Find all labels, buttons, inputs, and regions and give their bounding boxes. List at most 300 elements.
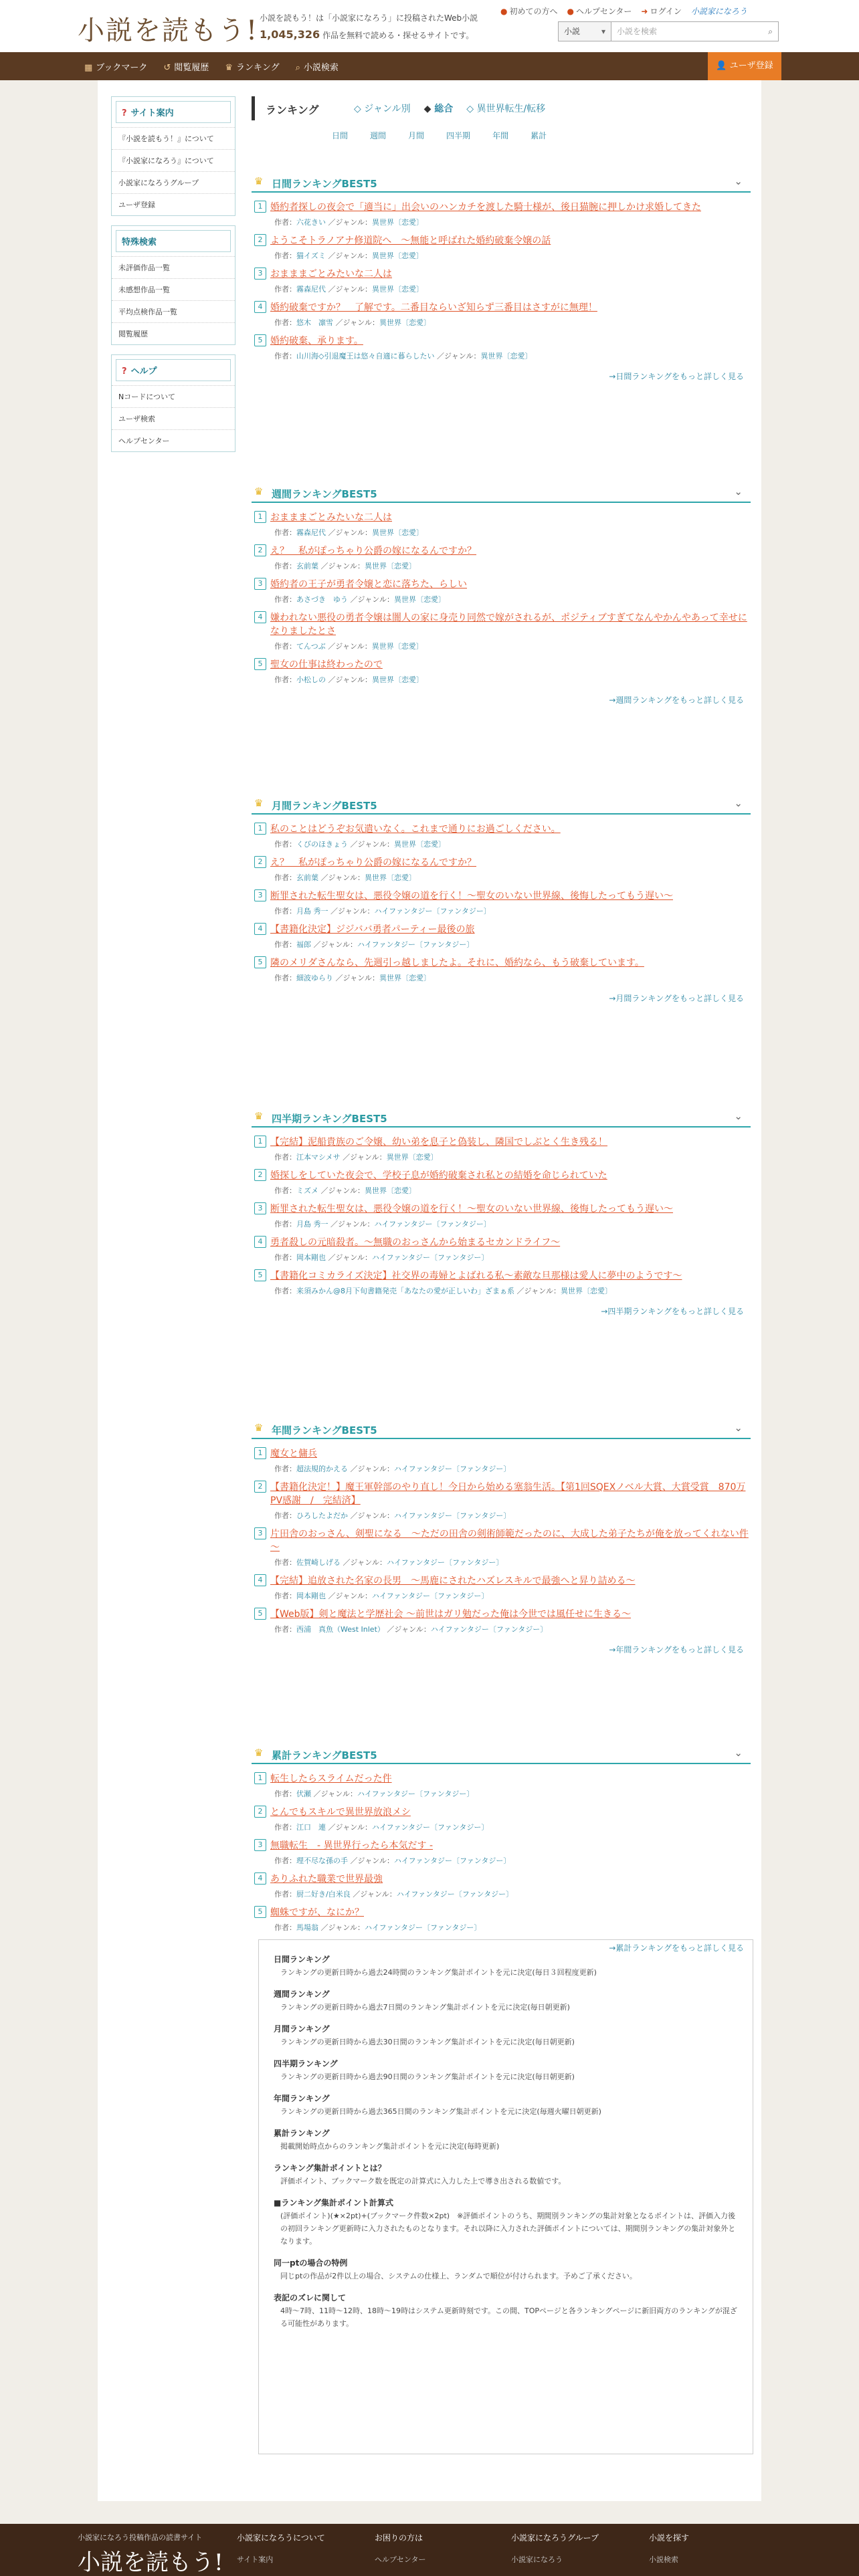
rank-number: 3 <box>254 1202 266 1214</box>
section-title: 月間ランキングBEST5 <box>272 800 377 812</box>
rank-number: 1 <box>254 201 266 213</box>
novel-meta: 作者：猫イズミ ／ジャンル：異世界〔恋愛〕 <box>274 251 423 260</box>
chevron-down-icon[interactable]: ⌄ <box>734 1110 743 1122</box>
nav-search[interactable]: ⌕ 小説検索 <box>295 62 339 73</box>
novel-meta: 作者：玄前葉 ／ジャンル：異世界〔恋愛〕 <box>274 562 417 570</box>
sidebar <box>111 96 235 461</box>
ranking-row <box>252 1806 751 1832</box>
novel-title-link[interactable]: 嫌われない悪役の勇者令嬢は闇人の家に身売り同然で嫁がされるが、ポジティブすぎてなんやかんやあって幸せになりましたとさ <box>270 613 747 637</box>
sidebar-item[interactable]: ユーザ検索 <box>112 407 235 429</box>
ranking-section <box>252 170 751 382</box>
genre-link[interactable]: 異世界〔恋愛〕 <box>371 251 423 260</box>
footer-col: 小説家になろうについて サイト案内 <box>237 2533 325 2564</box>
period-link[interactable]: 累計 <box>531 131 547 140</box>
sidebar-item[interactable]: 小説家になろうグループ <box>112 171 235 193</box>
novel-title-link[interactable]: 婚約破棄、承ります。 <box>270 336 363 346</box>
note-text: (評価ポイント)(★×2pt)+(ブックマーク件数×2pt) ※評価ポイントのうち、期間別ランキングの集計対象となるポイントは、評価入力後の初回ランキング更新時に入力されたものとなります。それ以降に入力された評価ポイントについては、期間別ランキングの集計対象外となります。 <box>280 2212 736 2246</box>
rank-number: 4 <box>254 611 266 623</box>
note-text: 同じptの作品が2件以上の場合、システムの仕様上、ランダムで順位が付けられます。予めご了承ください。 <box>280 2272 637 2280</box>
novel-meta: 作者：岡本剛也 ／ジャンル：ハイファンタジー〔ファンタジー〕 <box>274 1592 489 1600</box>
novel-meta: 作者：ミズメ ／ジャンル：異世界〔恋愛〕 <box>274 1186 417 1195</box>
question-icon: ? <box>122 366 127 377</box>
author-link[interactable]: あさづき ゆう <box>296 595 348 604</box>
genre-link[interactable]: 異世界〔恋愛〕 <box>365 562 417 570</box>
ranking-content <box>252 96 751 1953</box>
ranking-row <box>252 1202 751 1229</box>
genre-link[interactable]: ハイファンタジー〔ファンタジー〕 <box>387 1558 504 1567</box>
sidebar-item[interactable]: 未感想作品一覧 <box>112 278 235 300</box>
genre-link[interactable]: 異世界〔恋愛〕 <box>372 528 424 537</box>
novel-title-link[interactable]: え？ 私がぽっちゃり公爵の嫁になるんですか？ <box>270 857 476 868</box>
author-link[interactable]: てんつぶ <box>296 642 326 651</box>
author-link[interactable]: 佐賀崎しげる <box>296 1558 341 1567</box>
author-link[interactable]: 霧森尼代 <box>296 285 326 294</box>
ranking-row <box>252 1169 751 1196</box>
rank-number: 2 <box>254 544 266 556</box>
genre-link[interactable]: 異世界〔恋愛〕 <box>372 675 424 684</box>
author-link[interactable]: 理不尽な孫の手 <box>296 1856 348 1865</box>
login-icon: ➜ <box>641 7 648 16</box>
ranking-row <box>252 1906 751 1933</box>
top-link-guide[interactable]: ● 初めての方へ <box>500 7 558 16</box>
section-header[interactable] <box>252 1105 751 1128</box>
note-text: 評価ポイント、ブックマーク数を既定の計算式に入力した上で導き出される数値です。 <box>280 2177 566 2185</box>
rank-number: 4 <box>254 301 266 313</box>
rank-number: 1 <box>254 1447 266 1459</box>
nav-bookmark[interactable]: ▦ ブックマーク <box>84 62 148 73</box>
novel-title-link[interactable]: 【完結】泥船貴族のご令嬢、幼い弟を息子と偽装し、隣国でしぶとく生き残る！ <box>270 1137 607 1148</box>
author-link[interactable]: 岡本剛也 <box>296 1592 326 1600</box>
sidebar-item[interactable]: 『小説を読もう！』について <box>112 127 235 149</box>
site-header <box>0 0 859 52</box>
work-count-line <box>260 28 474 41</box>
note-heading: ■ランキング集計ポイント計算式 <box>274 2198 393 2208</box>
ranking-row <box>252 301 751 328</box>
sidebar-item[interactable]: Nコードについて <box>112 385 235 407</box>
sidebar-item[interactable]: 平均点検作品一覧 <box>112 300 235 322</box>
main-nav <box>0 52 859 80</box>
novel-meta: 作者：あさづき ゆう ／ジャンル：異世界〔恋愛〕 <box>274 595 446 604</box>
genre-link[interactable]: 異世界〔恋愛〕 <box>365 873 417 882</box>
ranking-row <box>252 334 751 361</box>
ranking-row <box>252 611 751 651</box>
novel-meta: 作者：佐賀崎しげる ／ジャンル：ハイファンタジー〔ファンタジー〕 <box>274 1558 504 1567</box>
rank-number: 5 <box>254 658 266 670</box>
period-link[interactable]: 日間 <box>332 131 349 140</box>
rank-number: 5 <box>254 334 266 346</box>
note-heading: 同一ptの場合の特例 <box>274 2258 348 2268</box>
novel-title-link[interactable]: 聖女の仕事は終わったので <box>270 659 383 670</box>
rank-number: 3 <box>254 578 266 590</box>
period-link[interactable]: 月間 <box>408 131 425 140</box>
novel-meta: 作者：悠木 凛雪 ／ジャンル：異世界〔恋愛〕 <box>274 318 432 327</box>
novel-title-link[interactable]: 蜘蛛ですが、なにか？ <box>270 1907 364 1918</box>
genre-link[interactable]: 異世界〔恋愛〕 <box>386 1153 438 1162</box>
footer-col: お困りの方は ヘルプセンター <box>375 2533 426 2564</box>
novel-meta: 作者：霧森尼代 ／ジャンル：異世界〔恋愛〕 <box>274 528 424 537</box>
work-count: 1,045,326 <box>260 28 320 41</box>
ranking-row <box>252 267 751 294</box>
section-header[interactable] <box>252 480 751 503</box>
genre-link[interactable]: 異世界〔恋愛〕 <box>561 1287 613 1295</box>
novel-title-link[interactable]: おまままごとみたいな二人は <box>270 512 392 523</box>
nav-history[interactable]: ↺ 閲覧履歴 <box>163 62 209 73</box>
author-link[interactable]: 江本マシメサ <box>296 1153 341 1162</box>
author-link[interactable]: 厨二好き/白米良 <box>296 1890 351 1899</box>
help-icon: ● <box>567 7 574 16</box>
note-text: ランキングの更新日時から過去24時間のランキング集計ポイントを元に決定(毎日３回程度更新) <box>280 1968 597 1977</box>
author-link[interactable]: ミズメ <box>296 1186 318 1195</box>
sidebar-item[interactable]: 未評価作品一覧 <box>112 256 235 278</box>
genre-link[interactable]: 異世界〔恋愛〕 <box>394 595 446 604</box>
period-links <box>332 130 751 141</box>
genre-link[interactable]: ハイファンタジー〔ファンタジー〕 <box>357 940 474 949</box>
genre-link[interactable]: 異世界〔恋愛〕 <box>371 642 423 651</box>
novel-meta: 作者：てんつぶ ／ジャンル：異世界〔恋愛〕 <box>274 642 423 651</box>
sidebar-item[interactable]: ユーザ登録 <box>112 193 235 215</box>
ranking-row <box>252 1872 751 1899</box>
genre-link[interactable]: 異世界〔恋愛〕 <box>394 840 446 849</box>
crown-icon: ♛ <box>254 1747 264 1759</box>
ranking-section <box>252 1741 751 1953</box>
more-ranking-link[interactable]: →週間ランキングをもっと詳しく見る <box>609 695 744 705</box>
novel-meta: 作者：霧森尼代 ／ジャンル：異世界〔恋愛〕 <box>274 285 424 294</box>
author-link[interactable]: 小松しの <box>296 675 326 684</box>
novel-title-link[interactable]: おまままごとみたいな二人は <box>270 269 392 280</box>
rank-number: 4 <box>254 1236 266 1248</box>
genre-link[interactable]: ハイファンタジー〔ファンタジー〕 <box>372 1592 489 1600</box>
novel-meta: 作者：伏瀬 ／ジャンル：ハイファンタジー〔ファンタジー〕 <box>274 1790 474 1798</box>
novel-meta: 作者：福郎 ／ジャンル：ハイファンタジー〔ファンタジー〕 <box>274 940 474 949</box>
period-link[interactable]: 四半期 <box>446 131 471 140</box>
ranking-row <box>252 1839 751 1866</box>
ranking-row <box>252 1447 751 1474</box>
ranking-row <box>252 544 751 571</box>
section-title: 四半期ランキングBEST5 <box>272 1113 387 1125</box>
novel-meta: 作者：江本マシメサ ／ジャンル：異世界〔恋愛〕 <box>274 1153 438 1162</box>
genre-link[interactable]: ハイファンタジー〔ファンタジー〕 <box>394 1856 511 1865</box>
chevron-down-icon[interactable]: ⌄ <box>734 486 743 498</box>
ranking-section <box>252 792 751 1004</box>
search-bar <box>558 21 779 41</box>
footer-col: 小説を探す 小説検索 <box>649 2533 690 2564</box>
genre-link[interactable]: 異世界〔恋愛〕 <box>379 318 432 327</box>
search-input[interactable]: 小説を検索 ⌕ <box>611 21 779 41</box>
sidebar-special-search: 特殊検索 未評価作品一覧 未感想作品一覧 平均点検作品一覧 閲覧履歴 <box>111 225 235 345</box>
novel-title-link[interactable]: 片田舎のおっさん、剣聖になる ～ただの田舎の剣術師範だったのに、大成した弟子たちが俺を放ってくれない件～ <box>270 1529 749 1553</box>
author-link[interactable]: 月島 秀一 <box>296 1220 328 1228</box>
novel-meta: 作者：ひろしたよだか ／ジャンル：ハイファンタジー〔ファンタジー〕 <box>274 1511 511 1520</box>
sidebar-item[interactable]: ヘルプセンター <box>112 429 235 451</box>
note-text: 4時〜7時、11時〜12時、18時〜19時はシステム更新時刻です。この間、TOPページと各ランキングページに新旧両方のランキングが混ざる可能性があります。 <box>280 2306 737 2328</box>
novel-title-link[interactable]: え？ 私がぽっちゃり公爵の嫁になるんですか？ <box>270 546 476 556</box>
author-link[interactable]: 猫イズミ <box>296 251 326 260</box>
novel-meta: 作者：来須みかん@8月下旬書籍発売「あなたの愛が正しいわ」ざまぁ系 ／ジャンル：異世界〔恋愛〕 <box>274 1287 613 1295</box>
ranking-row <box>252 1574 751 1601</box>
note-text: ランキングの更新日時から過去30日間のランキング集計ポイントを元に決定(毎日朝更新) <box>280 2038 575 2046</box>
site-logo[interactable]: 小説を読もう! <box>78 15 259 46</box>
novel-title-link[interactable]: 【Web版】剣と魔法と学歴社会 ～前世はガリ勉だった俺は今世では風任せに生きる～ <box>270 1609 631 1620</box>
chevron-down-icon: ▾ <box>601 27 605 36</box>
novel-meta: 作者：山川海◇引退魔王は悠々自適に暮らしたい ／ジャンル：異世界〔恋愛〕 <box>274 352 533 360</box>
novel-title-link[interactable]: ようこそトラノアナ修道院へ ～無能と呼ばれた婚約破棄令嬢の話 <box>270 235 551 246</box>
author-link[interactable]: 玄前葉 <box>296 873 318 882</box>
genre-link[interactable]: 異世界〔恋愛〕 <box>372 218 424 227</box>
ranking-section <box>252 1105 751 1317</box>
tab-genre[interactable]: ◇ ジャンル別 <box>354 104 411 114</box>
rank-number: 5 <box>254 1608 266 1620</box>
novel-title-link[interactable]: 断罪された転生聖女は、悪役令嬢の道を行く！～聖女のいない世界線、後悔したってもう遅い～ <box>270 1204 673 1214</box>
ranking-row <box>252 578 751 605</box>
section-header[interactable] <box>252 1416 751 1439</box>
rank-number: 1 <box>254 823 266 835</box>
ranking-row <box>252 511 751 538</box>
site-footer <box>0 2524 859 2576</box>
crown-icon: ♛ <box>254 486 264 498</box>
page-title: ランキング <box>266 104 319 116</box>
rank-number: 1 <box>254 1136 266 1148</box>
ranking-section <box>252 480 751 706</box>
genre-link[interactable]: ハイファンタジー〔ファンタジー〕 <box>372 1253 489 1262</box>
author-link[interactable]: 超法規的かえる <box>296 1465 348 1473</box>
rank-number: 2 <box>254 856 266 868</box>
rank-number: 2 <box>254 1481 266 1493</box>
ranking-row <box>252 856 751 883</box>
chevron-down-icon[interactable]: ⌄ <box>734 797 743 809</box>
author-link[interactable]: 山川海◇引退魔王は悠々自適に暮らしたい <box>296 352 435 360</box>
search-icon[interactable]: ⌕ <box>768 27 773 36</box>
novel-title-link[interactable]: 婚約者の王子が勇者令嬢と恋に落ちた、らしい <box>270 579 467 590</box>
author-link[interactable]: 西浦 真魚（West Inlet） <box>296 1625 385 1634</box>
sidebar-help: ? ヘルプ Nコードについて ユーザ検索 ヘルプセンター <box>111 354 235 452</box>
author-link[interactable]: 福郎 <box>296 940 311 949</box>
author-link[interactable]: 馬場翁 <box>296 1923 318 1932</box>
novel-title-link[interactable]: 魔女と傭兵 <box>270 1448 317 1459</box>
crown-icon: ♛ <box>254 1110 264 1122</box>
author-link[interactable]: 霧森尼代 <box>296 528 326 537</box>
ranking-notes <box>258 1939 753 2454</box>
crown-icon: ♛ <box>254 175 264 187</box>
more-ranking-link[interactable]: →日間ランキングをもっと詳しく見る <box>609 372 744 381</box>
section-header[interactable] <box>252 170 751 193</box>
novel-meta: 作者：玄前葉 ／ジャンル：異世界〔恋愛〕 <box>274 873 417 882</box>
novel-title-link[interactable]: 【書籍化コミカライズ決定】社交界の毒婦とよばれる私～素敵な旦那様は愛人に夢中のようです～ <box>270 1271 682 1281</box>
rank-number: 5 <box>254 1269 266 1281</box>
rank-number: 2 <box>254 234 266 246</box>
novel-title-link[interactable]: 【書籍化決定】ジジババ勇者パーティー最後の旅 <box>270 924 475 935</box>
chevron-down-icon[interactable]: ⌄ <box>734 1747 743 1759</box>
note-heading: 表記のズレに関して <box>274 2293 347 2302</box>
novel-title-link[interactable]: 私のことはどうぞお気遣いなく。これまで通りにお過ごしください。 <box>270 824 561 835</box>
novel-meta: 作者：月島 秀一 ／ジャンル：ハイファンタジー〔ファンタジー〕 <box>274 907 491 916</box>
novel-meta: 作者：厨二好き/白米良 ／ジャンル：ハイファンタジー〔ファンタジー〕 <box>274 1890 514 1899</box>
search-icon: ⌕ <box>295 62 300 73</box>
novel-meta: 作者：馬場翁 ／ジャンル：ハイファンタジー〔ファンタジー〕 <box>274 1923 482 1932</box>
note-text: 掲載開始時点からのランキング集計ポイントを元に決定(毎時更新) <box>280 2142 500 2151</box>
author-link[interactable]: 六花きい <box>296 218 326 227</box>
period-link[interactable]: 週間 <box>370 131 387 140</box>
footer-logo[interactable]: 小説を読もう! <box>78 2549 223 2576</box>
novel-meta: 作者：くびのほきょう ／ジャンル：異世界〔恋愛〕 <box>274 840 446 849</box>
novel-title-link[interactable]: とんでもスキルで異世界放浪メシ <box>270 1807 411 1818</box>
novel-title-link[interactable]: 婚約者探しの夜会で「適当に」出会いのハンカチを渡した騎士様が、後日猫腕に押しかけ求婚してきた <box>270 202 701 213</box>
ranking-row <box>252 823 751 849</box>
rank-number: 3 <box>254 267 266 280</box>
author-link[interactable]: 玄前葉 <box>296 562 318 570</box>
author-link[interactable]: 来須みかん@8月下旬書籍発売「あなたの愛が正しいわ」ざまぁ系 <box>296 1287 514 1295</box>
section-title: 累計ランキングBEST5 <box>272 1749 377 1761</box>
note-heading: 週間ランキング <box>274 1990 330 1999</box>
section-header[interactable] <box>252 1741 751 1764</box>
author-link[interactable]: 江口 連 <box>296 1823 326 1832</box>
top-links <box>500 5 747 17</box>
author-link[interactable]: 岡本剛也 <box>296 1253 326 1262</box>
ranking-row <box>252 889 751 916</box>
footer-col: 小説家になろうグループ 小説家になろう <box>511 2533 599 2564</box>
footer-tagline: 小説家になろう投稿作品の読書サイト <box>78 2533 203 2542</box>
search-type-select[interactable]: 小説 ▾ <box>558 21 611 41</box>
genre-link[interactable]: ハイファンタジー〔ファンタジー〕 <box>374 1220 491 1228</box>
novel-meta: 作者：江口 連 ／ジャンル：ハイファンタジー〔ファンタジー〕 <box>274 1823 489 1832</box>
novel-meta: 作者：理不尽な孫の手 ／ジャンル：ハイファンタジー〔ファンタジー〕 <box>274 1856 511 1865</box>
ranking-row <box>252 1136 751 1162</box>
section-title: 週間ランキングBEST5 <box>272 488 377 500</box>
work-count-suffix: 作品を無料で読める・探せるサイトです。 <box>322 31 474 40</box>
rank-number: 4 <box>254 1872 266 1885</box>
novel-meta: 作者：細波ゆらり ／ジャンル：異世界〔恋愛〕 <box>274 974 432 982</box>
top-link-help[interactable]: ● ヘルプセンター <box>567 7 632 16</box>
chevron-down-icon[interactable]: ⌄ <box>734 175 743 187</box>
genre-link[interactable]: ハイファンタジー〔ファンタジー〕 <box>357 1790 474 1798</box>
genre-link[interactable]: 異世界〔恋愛〕 <box>372 285 424 294</box>
section-title: 日間ランキングBEST5 <box>272 178 377 190</box>
section-title: 年間ランキングBEST5 <box>272 1424 377 1436</box>
novel-title-link[interactable]: 【完結】追放された名家の長男 ～馬鹿にされたハズレスキルで最強へと昇り詰める～ <box>270 1576 636 1586</box>
period-link[interactable]: 年間 <box>492 131 509 140</box>
ranking-row <box>252 234 751 261</box>
author-link[interactable]: くびのほきょう <box>296 840 348 849</box>
rank-number: 1 <box>254 1772 266 1784</box>
ranking-row <box>252 1527 751 1568</box>
sidebar-item[interactable]: 『小説家になろう』について <box>112 149 235 171</box>
rank-number: 2 <box>254 1806 266 1818</box>
chevron-down-icon[interactable]: ⌄ <box>734 1422 743 1434</box>
novel-title-link[interactable]: 【書籍化決定！】魔王軍幹部のやり直し！今日から始める塞翁生活。【第1回SQEXノベル大賞、大賞受賞 870万PV感謝 / 完結済】 <box>270 1482 746 1506</box>
ranking-row <box>252 658 751 685</box>
sidebar-site-guide: ? サイト案内 『小説を読もう！』について 『小説家になろう』について 小説家になろうグループ ユーザ登録 <box>111 96 235 216</box>
rank-number: 5 <box>254 1906 266 1918</box>
main-panel <box>98 80 761 2501</box>
note-heading: ランキング集計ポイントとは？ <box>274 2163 386 2173</box>
novel-title-link[interactable]: 勇者殺しの元暗殺者。～無職のおっさんから始まるセカンドライフ～ <box>270 1237 561 1248</box>
top-link-login[interactable]: ➜ ログイン <box>641 7 682 16</box>
genre-link[interactable]: ハイファンタジー〔ファンタジー〕 <box>430 1625 548 1634</box>
novel-title-link[interactable]: ありふれた職業で世界最強 <box>270 1874 383 1885</box>
novel-title-link[interactable]: 婚約破棄ですか？ 了解です。二番目ならいざ知らず三番目はさすがに無理！ <box>270 302 597 313</box>
note-heading: 日間ランキング <box>274 1955 330 1964</box>
ranking-row <box>252 1608 751 1634</box>
ranking-section <box>252 1416 751 1655</box>
note-heading: 月間ランキング <box>274 2024 330 2034</box>
novel-title-link[interactable]: 転生したらスライムだった件 <box>270 1774 392 1784</box>
ranking-row <box>252 956 751 983</box>
rank-number: 2 <box>254 1169 266 1181</box>
note-text: ランキングの更新日時から過去90日間のランキング集計ポイントを元に決定(毎日朝更新) <box>280 2072 575 2081</box>
author-link[interactable]: 細波ゆらり <box>296 974 333 982</box>
section-header[interactable] <box>252 792 751 815</box>
crown-icon: ♛ <box>254 1422 264 1434</box>
novel-title-link[interactable]: 断罪された転生聖女は、悪役令嬢の道を行く！～聖女のいない世界線、後悔したってもう遅い～ <box>270 891 673 901</box>
novel-meta: 作者：西浦 真魚（West Inlet） ／ジャンル：ハイファンタジー〔ファンタジー〕 <box>274 1625 548 1634</box>
genre-link[interactable]: 異世界〔恋愛〕 <box>379 974 432 982</box>
tab-overall[interactable]: ◆ 総合 <box>423 104 454 114</box>
genre-link[interactable]: ハイファンタジー〔ファンタジー〕 <box>394 1511 511 1520</box>
crown-icon: ♛ <box>225 62 233 73</box>
ranking-row <box>252 1236 751 1263</box>
tagline: 小説を読もう！は「小説家になろう」に投稿されたWeb小説 <box>260 13 478 23</box>
nav-ranking[interactable]: ♛ ランキング <box>225 62 280 73</box>
note-text: ランキングの更新日時から過去365日間のランキング集計ポイントを元に決定(毎週火曜日朝更新) <box>280 2107 601 2116</box>
novel-meta: 作者：六花きい ／ジャンル：異世界〔恋愛〕 <box>274 218 424 227</box>
narou-logo-link[interactable]: 小説家になろう <box>690 7 747 16</box>
ranking-row <box>252 1269 751 1296</box>
more-ranking-link[interactable]: →累計ランキングをもっと詳しく見る <box>609 1943 744 1953</box>
question-icon: ? <box>122 108 127 118</box>
novel-meta: 作者：岡本剛也 ／ジャンル：ハイファンタジー〔ファンタジー〕 <box>274 1253 489 1262</box>
rank-number: 5 <box>254 956 266 968</box>
ranking-row <box>252 923 751 950</box>
rank-number: 1 <box>254 511 266 523</box>
novel-title-link[interactable]: 無職転生 - 異世界行ったら本気だす - <box>270 1840 434 1851</box>
novel-title-link[interactable]: 隣のメリダさんなら、先週引っ越しましたよ。それに、婚約なら、もう破棄しています。 <box>270 958 644 968</box>
genre-link[interactable]: ハイファンタジー〔ファンタジー〕 <box>374 907 491 916</box>
rank-number: 4 <box>254 923 266 935</box>
novel-meta: 作者：月島 秀一 ／ジャンル：ハイファンタジー〔ファンタジー〕 <box>274 1220 491 1228</box>
crown-icon: ♛ <box>254 797 264 809</box>
genre-link[interactable]: ハイファンタジー〔ファンタジー〕 <box>372 1823 489 1832</box>
author-link[interactable]: 月島 秀一 <box>296 907 328 916</box>
novel-title-link[interactable]: 婚探しをしていた夜会で、学校子息が婚約破棄され私との結婚を命じられていた <box>270 1170 607 1181</box>
novel-meta: 作者：小松しの ／ジャンル：異世界〔恋愛〕 <box>274 675 424 684</box>
genre-link[interactable]: 異世界〔恋愛〕 <box>365 1186 417 1195</box>
bookmark-icon: ▦ <box>84 62 93 73</box>
note-text: ランキングの更新日時から過去7日間のランキング集計ポイントを元に決定(毎日朝更新) <box>280 2003 570 2012</box>
ranking-header <box>252 96 751 120</box>
more-ranking-link[interactable]: →四半期ランキングをもっと詳しく見る <box>601 1307 744 1316</box>
genre-link[interactable]: 異世界〔恋愛〕 <box>480 352 533 360</box>
info-icon: ● <box>500 7 508 16</box>
novel-meta: 作者：超法規的かえる ／ジャンル：ハイファンタジー〔ファンタジー〕 <box>274 1465 511 1473</box>
genre-link[interactable]: ハイファンタジー〔ファンタジー〕 <box>365 1923 482 1932</box>
author-link[interactable]: 悠木 凛雪 <box>296 318 333 327</box>
ranking-row <box>252 1481 751 1521</box>
note-heading: 年間ランキング <box>274 2094 330 2103</box>
sidebar-item[interactable]: 閲覧履歴 <box>112 322 235 344</box>
note-heading: 四半期ランキング <box>274 2059 338 2068</box>
register-button[interactable]: 👤 ユーザ登録 <box>708 52 781 80</box>
note-heading: 累計ランキング <box>274 2129 330 2138</box>
more-ranking-link[interactable]: →年間ランキングをもっと詳しく見る <box>609 1645 744 1654</box>
ranking-row <box>252 1772 751 1799</box>
tab-isekai[interactable]: ◇ 異世界転生/転移 <box>466 104 546 114</box>
author-link[interactable]: ひろしたよだか <box>296 1511 348 1520</box>
genre-link[interactable]: ハイファンタジー〔ファンタジー〕 <box>396 1890 514 1899</box>
author-link[interactable]: 伏瀬 <box>296 1790 311 1798</box>
rank-number: 3 <box>254 1839 266 1851</box>
rank-number: 4 <box>254 1574 266 1586</box>
more-ranking-link[interactable]: →月間ランキングをもっと詳しく見る <box>609 994 744 1003</box>
genre-link[interactable]: ハイファンタジー〔ファンタジー〕 <box>394 1465 511 1473</box>
